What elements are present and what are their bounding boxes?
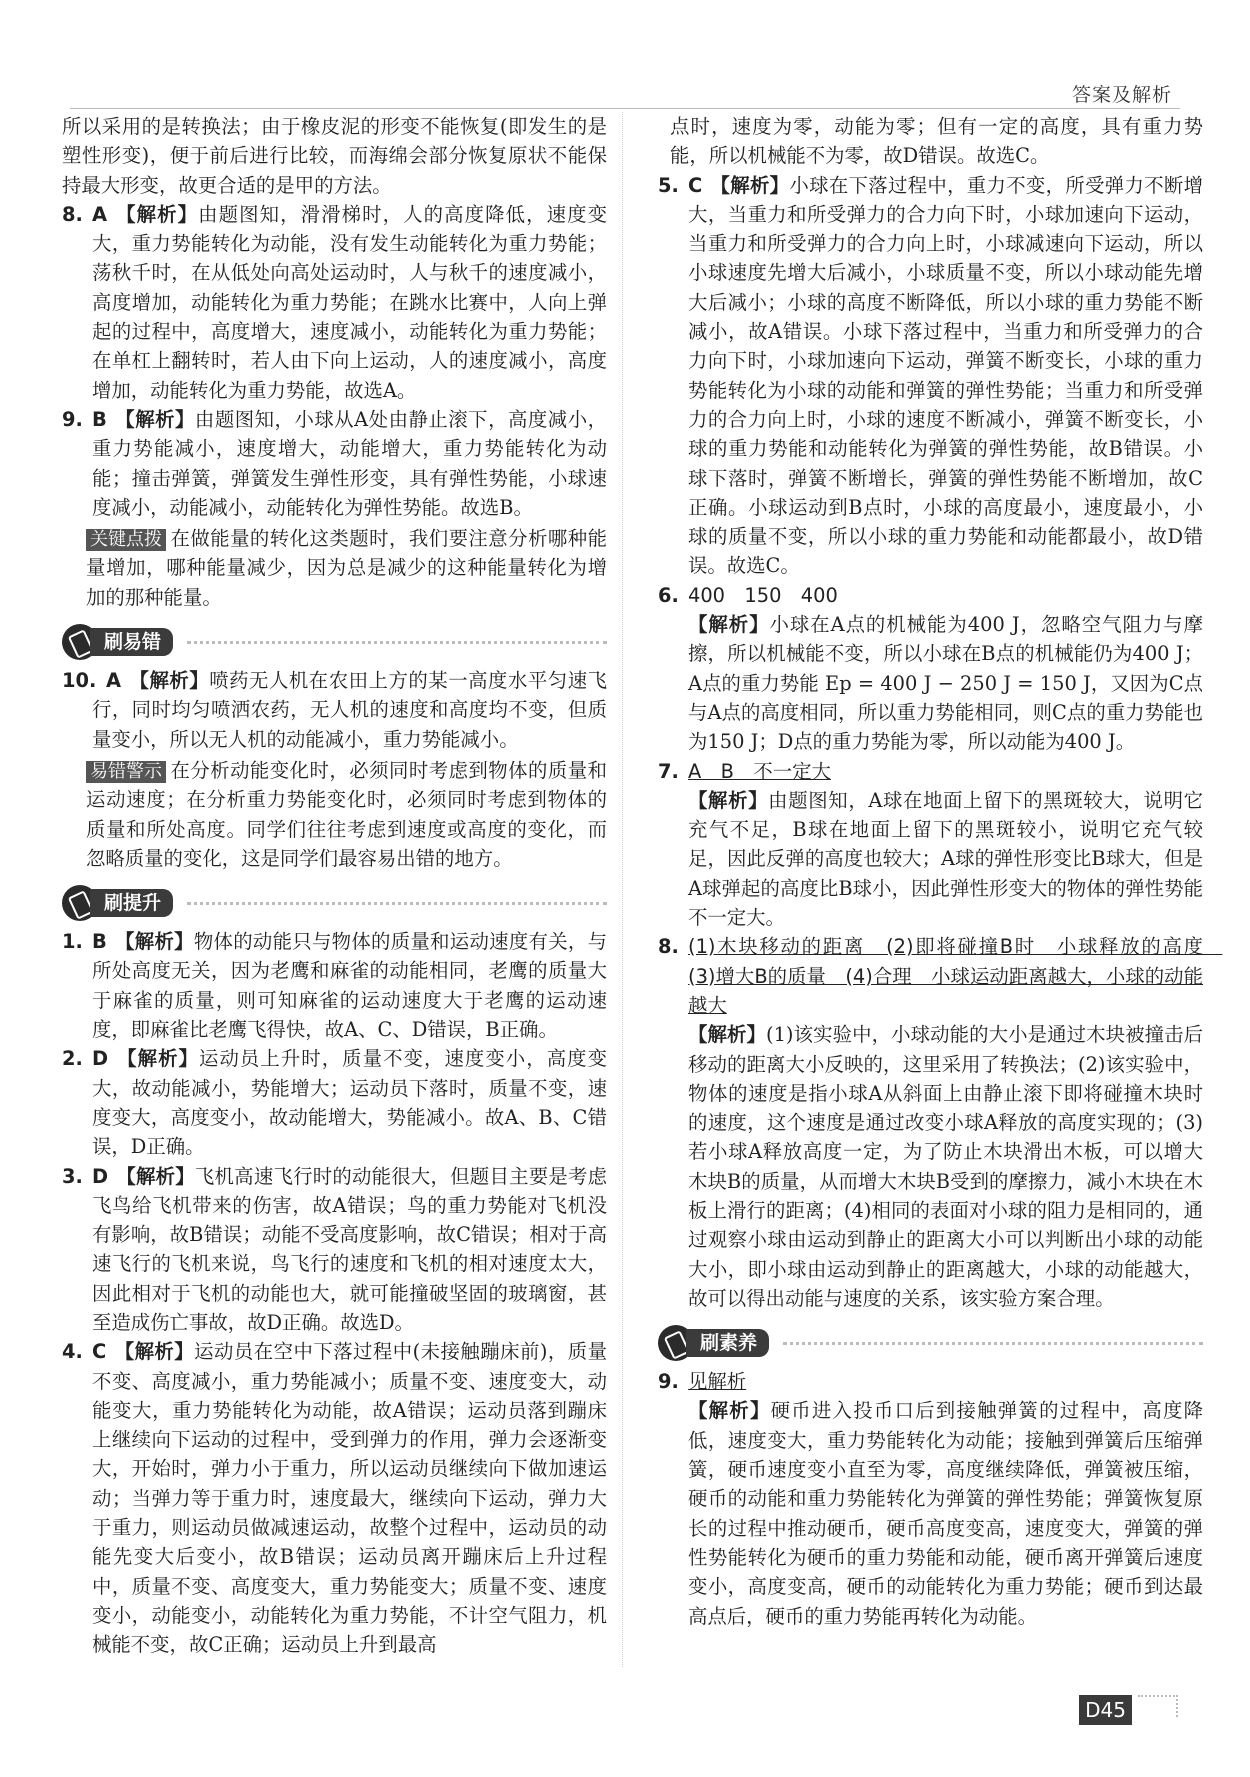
answer-10: 10. A 【解析】喷药无人机在农田上方的某一高度水平匀速飞行，同时均匀喷洒农药，无人机的速度和高度均不变，但质量变小，所以无人机的动能减小，重力势能减小。 (62, 669, 608, 751)
answer-8: 8. A 【解析】由题图知，滑滑梯时，人的高度降低，速度变大，重力势能转化为动能，没有发生动能转化为重力势能；荡秋千时，在从低处向高处运动时，人与秋千的速度减小，高度增加，动能转化为重力势能；在跳水比赛中，人向上弹起的过程中，高度增大，速度减小，动能转化为重力势能；在单杠上翻转时，若人由下向上运动，人的速度减小，高度增加，动能转化为重力势能，故选A。 (62, 202, 608, 402)
left-column (62, 112, 607, 1660)
answer-p7: 7. A B 不一定大 【解析】由题图知，A球在地面上留下的黑斑较大，说明它充气不足，B球在地面上留下的黑斑较小，说明它充气较足，因此反弹的高度也较大；A球的弹性形变比B球大，但是A球弹起的高度比B球小，因此弹性形变大的物体的弹性势能不一定大。 (658, 759, 1204, 930)
right-column (658, 112, 1223, 1631)
answer-p8: 8. (1)木块移动的距离 (2)即将碰撞B时 小球释放的高度 (3)增大B的质量 (4)合理 小球运动距离越大，小球的动能越大 【解析】(1)该实验中，小球动能的大小是通过木块被撞击后移动的距离大小反映的，这里采用了转换法；(2)该实验中，物体的速度是指小球A从斜面上由静止滚下即将碰撞木块时的速度，这个速度是通过改变小球A释放的高度实现的；(3)若小球A释放高度一定，为了防止木块滑出木板，可以增大木块B的质量，从而增大木块B受到的摩擦力，减小木块在木板上滑行的距离；(4)相同的表面对小球的阻力是相同的，通过观察小球由运动到静止的距离大小可以判断出小球的动能大小，即小球由运动到静止的距离越大，小球的动能越大，故可以得出动能与速度的关系，该实验方案合理。 (658, 935, 1223, 1310)
key-tip-tag: 关键点拨 (86, 529, 166, 551)
answer-p9: 9. 见解析 【解析】硬币进入投币口后到接触弹簧的过程中，高度降低，速度变大，重力势能转化为动能；接触到弹簧后压缩弹簧，硬币速度变小直至为零，高度继续降低，弹簧被压缩，硬币的动能和重力势能转化为弹簧的弹性势能；弹簧恢复原长的过程中推动硬币，硬币高度变高，速度变大，弹簧的弹性势能转化为硬币的重力势能和动能，硬币离开弹簧后速度变小，高度变高，硬币的动能转化为重力势能；硬币到达最高点后，硬币的重力势能再转化为动能。 (658, 1370, 1204, 1628)
error-warning-tag: 易错警示 (86, 761, 166, 783)
answer-p3: 3. D 【解析】飞机高速飞行时的动能很大，但题目主要是考虑飞鸟给飞机带来的伤害，故A错误；鸟的重力势能对飞机没有影响，故B错误；动能不受高度影响，故C错误；相对于高速飞行的飞机来说，鸟飞行的速度和飞机的相对速度太大，因此相对于飞机的动能也大，就可能撞破坚固的玻璃窗，甚至造成伤亡事故，故D正确。故选D。 (62, 1164, 608, 1334)
answer-9: 9. B 【解析】由题图知，小球从A处由静止滚下，高度减小，重力势能减小，速度增大，动能增大，重力势能转化为动能；撞击弹簧，弹簧发生弹性形变，具有弹性势能，小球速度减小，动能减小，动能转化为弹性势能。故选B。 (62, 407, 607, 519)
answer-p4-continuation: 点时，速度为零，动能为零；但有一定的高度，具有重力势能，所以机械能不为零，故D错误。故选C。 (670, 115, 1203, 168)
section-header-improve: 刷提升 (62, 883, 607, 923)
header-rule (70, 108, 1180, 109)
answer-p5: 5. C 【解析】小球在下落过程中，重力不变，所受弹力不断增大，当重力和所受弹力的合力向下时，小球加速向下运动，当重力和所受弹力的合力向上时，小球减速向下运动，所以小球速度先增大后减小，小球质量不变，所以小球动能先增大后减小；小球的高度不断降低，所以小球的重力势能不断减小，故A错误。小球下落过程中，当重力和所受弹力的合力向下时，小球加速向下运动，弹簧不断变长，小球的重力势能转化为小球的动能和弹簧的弹性势能；当重力和所受弹力的合力向上时，小球的速度不断减小，弹簧不断变长，小球的重力势能和动能转化为弹簧的弹性势能，故B错误。小球下落时，弹簧不断增长，弹簧的弹性势能不断增加，故C正确。小球运动到B点时，小球的高度最小，速度最小，小球的质量不变，所以小球的重力势能和动能都最小，故D错误。故选C。 (658, 173, 1204, 578)
section-header-errors: 刷易错 (62, 622, 607, 662)
page-header: 答案及解析 (1071, 84, 1172, 106)
answer-p1: 1. B 【解析】物体的动能只与物体的质量和运动速度有关，与所处高度无关，因为老鹰和麻雀的动能相同，老鹰的质量大于麻雀的质量，则可知麻雀的运动速度大于老鹰的运动速度，即麻雀比老鹰飞得快，故A、C、D错误，B正确。 (62, 930, 608, 1042)
column-divider (622, 112, 623, 1667)
answer-p6: 6. 400 150 400 【解析】小球在A点的机械能为400 J，忽略空气阻力与摩擦，所以机械能不变，所以小球在B点的机械能仍为400 J；A点的重力势能 Ep = 400 J − 250 J = 150 J，又因为C点与A点的高度相同，所以重力势能相同，则C点的重力势能也为150 J；D点的重力势能为零，所以动能为400 J。 (658, 583, 1204, 754)
page-corner-dots (1138, 1695, 1178, 1717)
intro-continuation: 所以采用的是转换法；由于橡皮泥的形变不能恢复(即发生的是塑性形变)，便于前后进行比较，而海绵会部分恢复原状不能保持最大形变，故更合适的是甲的方法。 (62, 115, 607, 197)
section-header-literacy: 刷素养 (658, 1323, 1203, 1363)
answer-p2: 2. D 【解析】运动员上升时，质量不变，速度变小，高度变大，故动能减小，势能增大；运动员下落时，质量不变，速度变大，高度变小，故动能增大，势能减小。故A、B、C错误，D正确。 (62, 1047, 608, 1159)
answer-p4: 4. C 【解析】运动员在空中下落过程中(未接触蹦床前)，质量不变、高度减小，重力势能减小；质量不变、速度变大，动能变大，重力势能转化为动能，故A错误；运动员落到蹦床上继续向下运动的过程中，受到弹力的作用，弹力会逐渐变大，开始时，弹力小于重力，所以运动员继续向下做加速运动；当弹力等于重力时，速度最大，继续向下运动，弹力大于重力，则运动员做减速运动，故整个过程中，运动员的动能先变大后变小，故B错误；运动员离开蹦床后上升过程中，质量不变、高度变大，重力势能变大；质量不变、速度变小，动能变小，动能转化为重力势能，不计空气阻力，机械能不变，故C正确；运动员上升到最高 (62, 1340, 607, 1657)
key-tip: 关键点拨 在做能量的转化这类题时，我们要注意分析哪种能量增加，哪种能量减少，因为总是减少的这种能量转化为增加的那种能量。 (86, 527, 607, 609)
error-warning: 易错警示 在分析动能变化时，必须同时考虑到物体的质量和运动速度；在分析重力势能变化时，必须同时考虑到物体的质量和所处高度。同学们往往考虑到速度或高度的变化，而忽略质量的变化，这是同学们最容易出错的地方。 (86, 758, 607, 870)
page-number: D45 (1079, 1695, 1132, 1725)
